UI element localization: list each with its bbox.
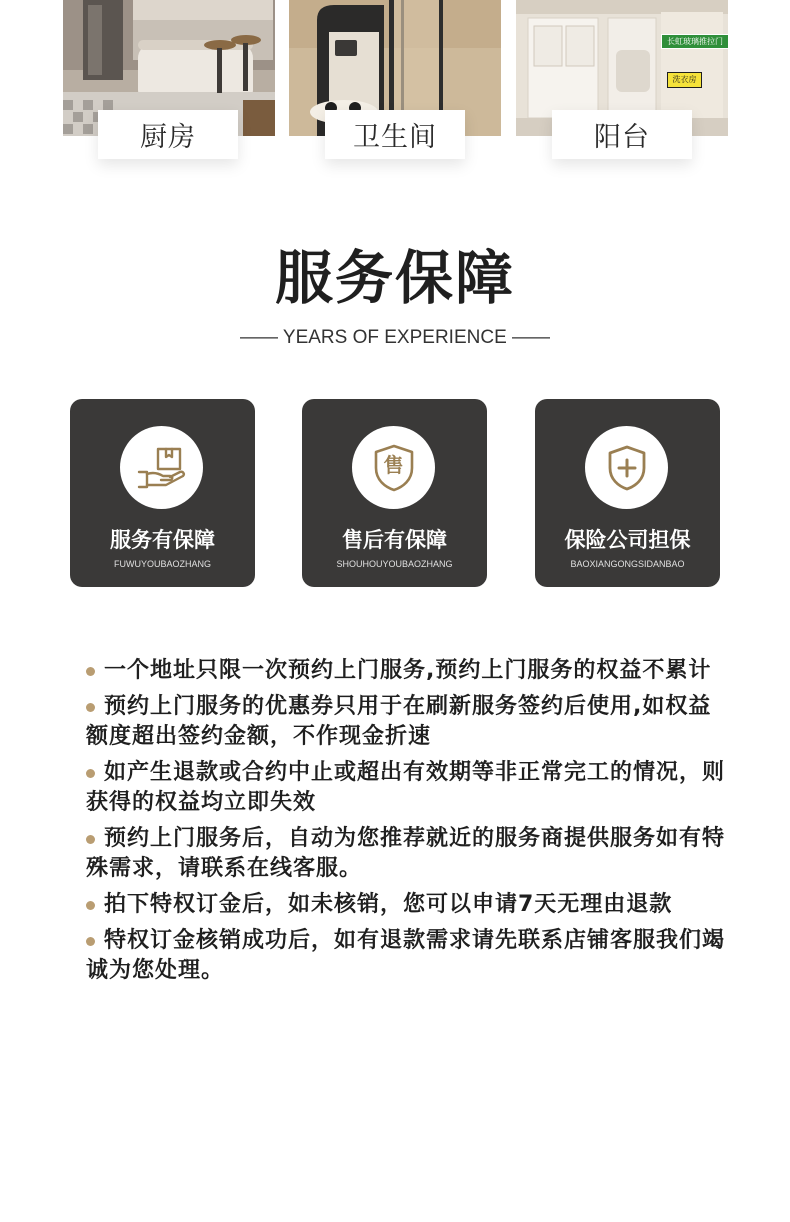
note-item xyxy=(86,692,726,752)
note-text: 一个地址只限一次预约上门服务,预约上门服务的权益不累计 xyxy=(104,658,712,683)
note-text: 如产生退款或合约中止或超出有效期等非正常完工的情况，则获得的权益均立即失效 xyxy=(86,760,726,815)
card-title: 服务有保障 xyxy=(110,528,215,552)
note-item xyxy=(86,758,726,818)
note-item xyxy=(86,926,726,986)
card-service-guarantee[interactable] xyxy=(70,399,255,587)
note-text: 拍下特权订金后，如未核销，您可以申请7天无理由退款 xyxy=(104,892,673,917)
bullet-dot-icon xyxy=(86,769,95,778)
card-icon-circle xyxy=(120,426,203,509)
card-after-sales-guarantee[interactable] xyxy=(302,399,487,587)
card-icon-circle xyxy=(585,426,668,509)
bullet-dot-icon xyxy=(86,703,95,712)
note-item xyxy=(86,824,726,884)
card-subtitle: FUWUYOUBAOZHANG xyxy=(113,559,211,569)
hand-box-icon xyxy=(136,446,188,490)
note-text: 预约上门服务后，自动为您推荐就近的服务商提供服务如有特殊需求，请联系在线客服。 xyxy=(86,826,726,881)
room-label-balcony[interactable]: 阳台 xyxy=(552,110,692,159)
after-sales-char: 售 xyxy=(383,452,404,477)
note-text: 预约上门服务的优惠券只用于在刷新服务签约后使用,如权益额度超出签约金额，不作现金折速 xyxy=(86,694,712,749)
note-text: 特权订金核销成功后，如有退款需求请先联系店铺客服我们竭诚为您处理。 xyxy=(86,928,726,983)
bullet-dot-icon xyxy=(86,901,95,910)
bullet-dot-icon xyxy=(86,835,95,844)
bullet-dot-icon xyxy=(86,937,95,946)
room-label-kitchen[interactable]: 厨房 xyxy=(98,110,238,159)
shield-plus-icon xyxy=(606,445,648,491)
balcony-sign: 长虹玻璃推拉门 xyxy=(661,34,728,49)
card-icon-circle xyxy=(352,426,435,509)
note-item xyxy=(86,890,726,920)
balcony-tag: 洗衣房 xyxy=(667,72,702,88)
section-subtitle: —— YEARS OF EXPERIENCE —— xyxy=(239,327,551,348)
card-title: 保险公司担保 xyxy=(564,528,691,552)
note-item xyxy=(86,656,726,686)
section-title: 服务保障 xyxy=(274,244,515,312)
card-insurance-guarantee[interactable] xyxy=(535,399,720,587)
after-sales-shield-icon xyxy=(373,444,415,492)
notes-list xyxy=(86,656,726,992)
card-subtitle: BAOXIANGONGSIDANBAO xyxy=(570,559,685,569)
card-subtitle: SHOUHOUYOUBAOZHANG xyxy=(336,559,453,569)
bullet-dot-icon xyxy=(86,667,95,676)
room-label-bathroom[interactable]: 卫生间 xyxy=(325,110,465,159)
card-title: 售后有保障 xyxy=(342,528,447,552)
